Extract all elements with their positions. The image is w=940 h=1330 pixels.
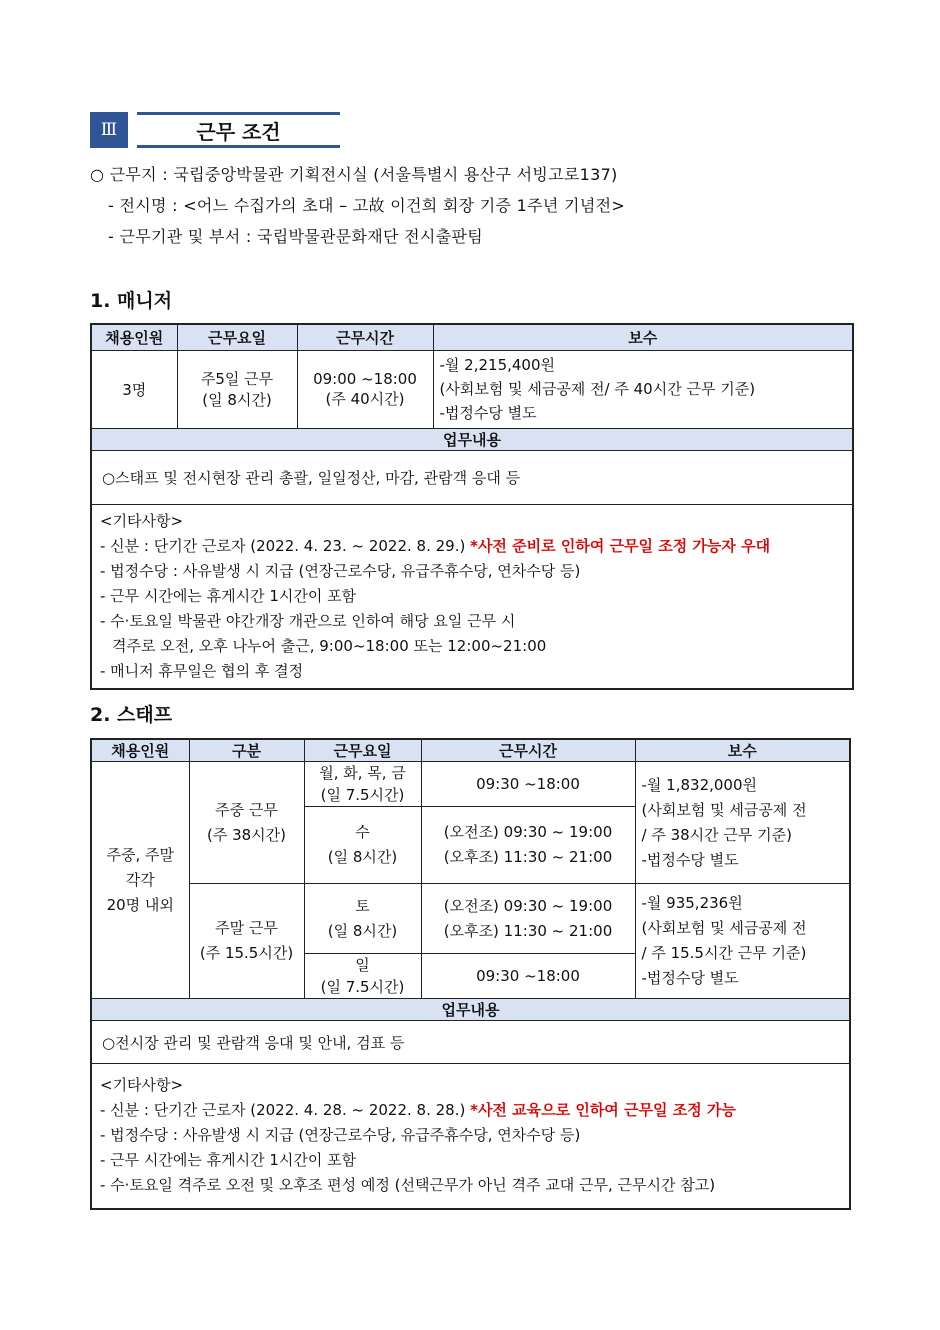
- manager-days-note: (일 8시간): [202, 391, 272, 409]
- staff-duty-header: 업무내용: [91, 999, 850, 1021]
- manager-days: [177, 350, 297, 428]
- staff-people-line1: 주중, 주말: [106, 845, 174, 864]
- weekday-days-b: [304, 807, 421, 884]
- staff-etc-status-highlight: *사전 교육으로 인하여 근무일 조정 가능: [470, 1101, 736, 1120]
- manager-pay-note: (사회보험 및 세금공제 전/ 주 40시간 근무 기준): [439, 380, 756, 398]
- manager-table: [90, 323, 854, 690]
- weekend-pay-note: (사회보험 및 세금공제 전: [641, 919, 807, 937]
- weekday-pay-extra: -법정수당 별도: [641, 850, 739, 869]
- section-title: 근무 조건: [137, 112, 340, 148]
- etc-status: [100, 534, 844, 559]
- staff-etc-status: [100, 1098, 841, 1123]
- weekday-hours-a: 09:30 ~18:00: [421, 762, 635, 807]
- weekday-hours-b-am: (오전조) 09:30 ~ 19:00: [443, 823, 613, 841]
- header-people: 채용인원: [91, 324, 177, 350]
- manager-hours-note: (주 40시간): [325, 389, 405, 408]
- weekday-type-label: 주중 근무: [215, 800, 278, 819]
- weekend-type-note: (주 15.5시간): [199, 944, 294, 962]
- weekend-pay-extra: -법정수당 별도: [641, 969, 739, 987]
- manager-etc-box: [91, 504, 853, 689]
- manager-people: 3명: [91, 350, 177, 428]
- weekend-days-a-note: (일 8시간): [327, 921, 398, 940]
- staff-people: [91, 762, 189, 999]
- etc-break: - 근무 시간에는 휴게시간 1시간이 포함: [100, 586, 357, 605]
- manager-pay-amount: -월 2,215,400원: [439, 356, 556, 374]
- staff-header-people: 채용인원: [91, 739, 189, 762]
- staff-etc-status-text: - 신분 : 단기간 근로자 (2022. 4. 28. ~ 2022. 8. 28.): [100, 1101, 471, 1120]
- weekday-type: [189, 762, 304, 884]
- manager-hours-line: 09:00 ~18:00: [313, 369, 417, 388]
- weekday-days-a-note: (일 7.5시간): [320, 786, 405, 804]
- weekend-hours-a-am: (오전조) 09:30 ~ 19:00: [443, 896, 613, 915]
- weekend-days-b-note: (일 7.5시간): [320, 978, 405, 996]
- weekday-pay-basis: / 주 38시간 근무 기준): [641, 825, 792, 844]
- weekend-pay-amount: -월 935,236원: [641, 894, 743, 912]
- weekday-pay-note: (사회보험 및 세금공제 전: [641, 800, 807, 819]
- weekday-pay-amount: -월 1,832,000원: [641, 775, 758, 794]
- weekday-days-a: [304, 762, 421, 807]
- manager-days-line: 주5일 근무: [200, 370, 274, 388]
- weekend-hours-a: [421, 884, 635, 954]
- weekday-days-a-label: 월, 화, 목, 금: [319, 764, 406, 782]
- manager-duty: ○스태프 및 전시현장 관리 총괄, 일일정산, 마감, 관람객 응대 등: [91, 450, 853, 504]
- weekend-type: [189, 884, 304, 999]
- weekday-days-b-note: (일 8시간): [327, 848, 398, 866]
- weekend-days-b-label: 일: [355, 956, 370, 974]
- staff-etc-shift: - 수·토요일 격주로 오전 및 오후조 편성 예정 (선택근무가 아닌 격주 교대 근무, 근무시간 참고): [100, 1176, 716, 1195]
- staff-header-type: 구분: [189, 739, 304, 762]
- staff-duty: ○전시장 관리 및 관람객 응대 및 안내, 검표 등: [91, 1021, 850, 1064]
- workplace-line: ○ 근무지 : 국립중앙박물관 기획전시실 (서울특별시 용산구 서빙고로137): [90, 165, 618, 184]
- weekend-pay: [635, 884, 850, 999]
- etc-dayoff: - 매니저 휴무일은 협의 후 결정: [100, 661, 304, 680]
- staff-etc-allowance: - 법정수당 : 사유발생 시 지급 (연장근로수당, 유급주휴수당, 연차수당 등): [100, 1126, 581, 1145]
- department-line: - 근무기관 및 부서 : 국립박물관문화재단 전시출판팀: [108, 227, 483, 246]
- staff-heading: 2. 스태프: [90, 704, 173, 726]
- weekend-days-a: [304, 884, 421, 954]
- weekend-days-a-label: 토: [355, 896, 370, 915]
- etc-night: - 수·토요일 박물관 야간개장 개관으로 인하여 해당 요일 근무 시: [100, 611, 516, 630]
- exhibition-line: - 전시명 : <어느 수집가의 초대 – 고故 이건희 회장 기증 1주년 기념전>: [108, 196, 626, 215]
- staff-etc-title: <기타사항>: [100, 1076, 184, 1095]
- weekend-hours-b: 09:30 ~18:00: [421, 954, 635, 999]
- staff-etc-break: - 근무 시간에는 휴게시간 1시간이 포함: [100, 1151, 357, 1170]
- weekday-pay: [635, 762, 850, 884]
- staff-etc-box: [91, 1064, 850, 1209]
- manager-duty-header: 업무내용: [91, 428, 853, 450]
- etc-title: <기타사항>: [100, 511, 184, 530]
- etc-status-text: - 신분 : 단기간 근로자 (2022. 4. 23. ~ 2022. 8. 29.): [100, 536, 471, 555]
- staff-header-pay: 보수: [635, 739, 850, 762]
- header-days: 근무요일: [177, 324, 297, 350]
- manager-pay-extra: -법정수당 별도: [439, 404, 537, 422]
- weekend-hours-a-pm: (오후조) 11:30 ~ 21:00: [443, 921, 613, 940]
- weekend-pay-basis: / 주 15.5시간 근무 기준): [641, 944, 807, 962]
- weekend-days-b: [304, 954, 421, 999]
- weekday-days-b-label: 수: [355, 823, 370, 841]
- header-hours: 근무시간: [297, 324, 433, 350]
- staff-people-line3: 20명 내외: [106, 895, 174, 914]
- header-pay: 보수: [433, 324, 853, 350]
- staff-table: [90, 738, 851, 1210]
- etc-shift: 격주로 오전, 오후 나누어 출근, 9:00~18:00 또는 12:00~21:00: [112, 636, 547, 655]
- weekend-type-label: 주말 근무: [215, 919, 278, 937]
- manager-heading: 1. 매니저: [90, 290, 173, 312]
- weekday-type-note: (주 38시간): [206, 825, 287, 844]
- staff-header-hours: 근무시간: [421, 739, 635, 762]
- etc-allowance: - 법정수당 : 사유발생 시 지급 (연장근로수당, 유급주휴수당, 연차수당 등): [100, 561, 581, 580]
- manager-hours: [297, 350, 433, 428]
- staff-people-line2: 각각: [125, 870, 155, 889]
- weekday-hours-b: [421, 807, 635, 884]
- manager-pay: [433, 350, 853, 428]
- etc-status-highlight: *사전 준비로 인하여 근무일 조정 가능자 우대: [470, 536, 771, 555]
- section-number: Ⅲ: [90, 112, 128, 148]
- staff-header-days: 근무요일: [304, 739, 421, 762]
- weekday-hours-b-pm: (오후조) 11:30 ~ 21:00: [443, 848, 613, 866]
